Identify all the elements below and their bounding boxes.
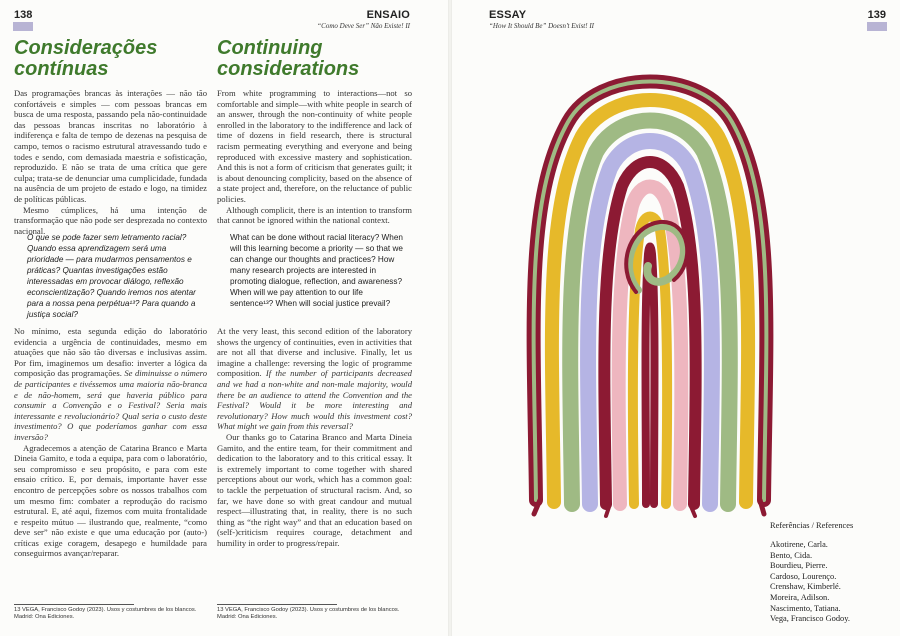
reference-item: Cardoso, Lourenço.	[770, 571, 837, 581]
footnote-rule-en	[217, 604, 337, 605]
abstract-arch-illustration-icon	[520, 30, 780, 520]
reference-item: Moreira, Adilson.	[770, 592, 830, 602]
running-subtitle-en: “How It Should Be” Doesn’t Exist! II	[489, 22, 594, 30]
reference-item: Bento, Cida.	[770, 550, 813, 560]
reference-item: Crenshaw, Kimberlé.	[770, 582, 841, 592]
paragraph-en-4: Our thanks go to Catarina Branco and Marta Dineia Gamito, and the entire team, for their commitment and dedication to the laboratory and to this critical essay. It is extremely important to come together with shared perceptions about our work, which has a common goal: to tackle the perpetuation of structural racism. And, so far, we have done so with great candour and mutual respect—illustrating that, in reality, there is no such thing as “the right way” and that an education based on (self-)criticism requires courage, detachment and humility in order to progress/repair.	[217, 431, 412, 548]
references-title: Referências / References	[770, 521, 854, 530]
page-number-marker-right	[867, 22, 887, 31]
paragraph-pt-3-text: No mínimo, esta segunda edição do laboratório evidencia a urgência de continuidades, mesmo em atuações que não são tão diversas e inclusivas assim. Por fim, imaginemos um desafio: inverter a lógica da composição das programações.	[14, 326, 207, 379]
left-page	[0, 0, 448, 636]
paragraph-en-3-italic: If the number of participants decreased and we had a non-white and non-male majority, would there be an audience to attend the Convention and the Festival? Would it be more interesting and revolutionary? How much would this investment cost? What might we gain from this reversal?	[217, 368, 412, 432]
title-en-line-2: considerations	[217, 58, 360, 80]
paragraph-pt-1: Das programações brancas às interações — não tão confortáveis e simples — com pessoas brancas em busca de uma resposta, passando pela não-continuidade das pessoas brancas inscritas no laboratório à indiferença e falta de tempo de dezenas na pesquisa de campo, temos o racismo estrutural atravessando tudo e todes e sendo, com demasiada maestria e sofisticação, reproduzido. E não se trata de uma crítica que gere culpa; trata-se de denunciar uma cumplicidade, fundada na ausência de um projeto de estado e logo, na timidez de políticas públicas.	[14, 88, 207, 204]
reference-item: Bourdieu, Pierre.	[770, 561, 828, 571]
references-list	[770, 540, 850, 625]
paragraph-pt-2: Mesmo cúmplices, há uma intenção de transformação que não pode ser desprezada no contexto nacional.	[14, 204, 207, 236]
title-pt-line-2: contínuas	[14, 58, 109, 80]
pull-quote-pt: O que se pode fazer sem letramento racial? Quando essa aprendizagem será uma prioridade — para mudarmos pensamentos e práticas? Quantas investigações estão interessadas em provocar diálogo, reflexão econscientização? Quando iremos nos atentar para a nossa pena perpétua¹³? Para quando a justiça social?	[27, 233, 196, 319]
paragraph-en-1: From white programming to interactions—not so comfortable and simple—with white people in search of an answer, through the non-continuity of white people enrolled in the laboratory to the indifference and lack of time of dozens in field research, there is structural racism permeating everything and everyone and being reproduced with excessive mastery and sophistication. And this is not a form of criticism that generates guilt; it is about denouncing complicity, based on the absence of a state project and, therefore, on the reluctance of public policies.	[217, 88, 412, 204]
page-number-marker-left	[13, 22, 33, 31]
body-en-bottom	[217, 326, 412, 548]
pull-quote-en: What can be done without racial literacy? When will this learning become a priority — so that we can change our thoughts and practices? How many research projects are interested in promoting dialogue, reflection, and awareness? When will we pay attention to our life sentence¹³? When will social justice prevail?	[230, 233, 403, 308]
running-head-en: ESSAY	[489, 9, 527, 21]
title-pt-line-1: Considerações	[14, 37, 158, 59]
running-subtitle-pt: “Como Deve Ser” Não Existe! II	[317, 22, 410, 30]
body-pt-bottom	[14, 326, 207, 559]
paragraph-pt-4: Agradecemos a atenção de Catarina Branco e Marta Dineia Gamito, e toda a equipa, para com o laboratório, seu compromisso e seu propósito, e para com este ensaio crítico. E, por demais, importante haver esse encontro de percepções sobre os nossos trabalhos com um mesmo fim: combater a reprodução do racismo estrutural. E, até aqui, fizemos com muita frontalidade e respeito mútuo — ilustrando que, realmente, “como deve ser” não existe e que uma educação por (auto-) críticas exige coragem, desapego e humildade para conseguirmos avançar/reparar.	[14, 442, 207, 559]
title-en	[217, 38, 417, 80]
running-head-pt: ENSAIO	[366, 9, 410, 21]
paragraph-en-3	[217, 326, 412, 432]
page-number-right: 139	[867, 9, 886, 21]
paragraph-pt-3-italic: Se diminuisse o número de participantes e tivéssemos uma maioria não-branca e de não-homem, será que haveria público para consumir a Convenção e o Festival? Seria mais interessante e revolucionário? Qual seria o custo deste investimento? O que poderíamos ganhar com essa inversão?	[14, 368, 207, 442]
reference-item: Vega, Francisco Godoy.	[770, 614, 850, 624]
paragraph-en-3-text: At the very least, this second edition of the laboratory shows the urgency of continuities, even in activities that are not all that diverse and inclusive. Finally, let us imagine a challenge: reversing the logic of programme composition.	[217, 326, 412, 379]
footnote-pt: 13 VEGA, Francisco Godoy (2023). Usos y costumbres de los blancos. Madrid: Ona Ediciones.	[14, 607, 197, 620]
paragraph-en-2: Although complicit, there is an intention to transform that cannot be ignored within the national context.	[217, 204, 412, 226]
page-number-left: 138	[14, 9, 33, 21]
title-pt	[14, 38, 214, 80]
body-en-top	[217, 88, 412, 226]
footnote-en: 13 VEGA, Francisco Godoy (2023). Usos y costumbres de los blancos. Madrid: Ona Ediciones.	[217, 607, 400, 620]
footnote-rule-pt	[14, 604, 134, 605]
title-en-line-1: Continuing	[217, 37, 323, 59]
reference-item: Nascimento, Tatiana.	[770, 603, 841, 613]
paragraph-pt-3	[14, 326, 207, 443]
body-pt-top	[14, 88, 207, 236]
reference-item: Akotirene, Carla.	[770, 540, 828, 549]
